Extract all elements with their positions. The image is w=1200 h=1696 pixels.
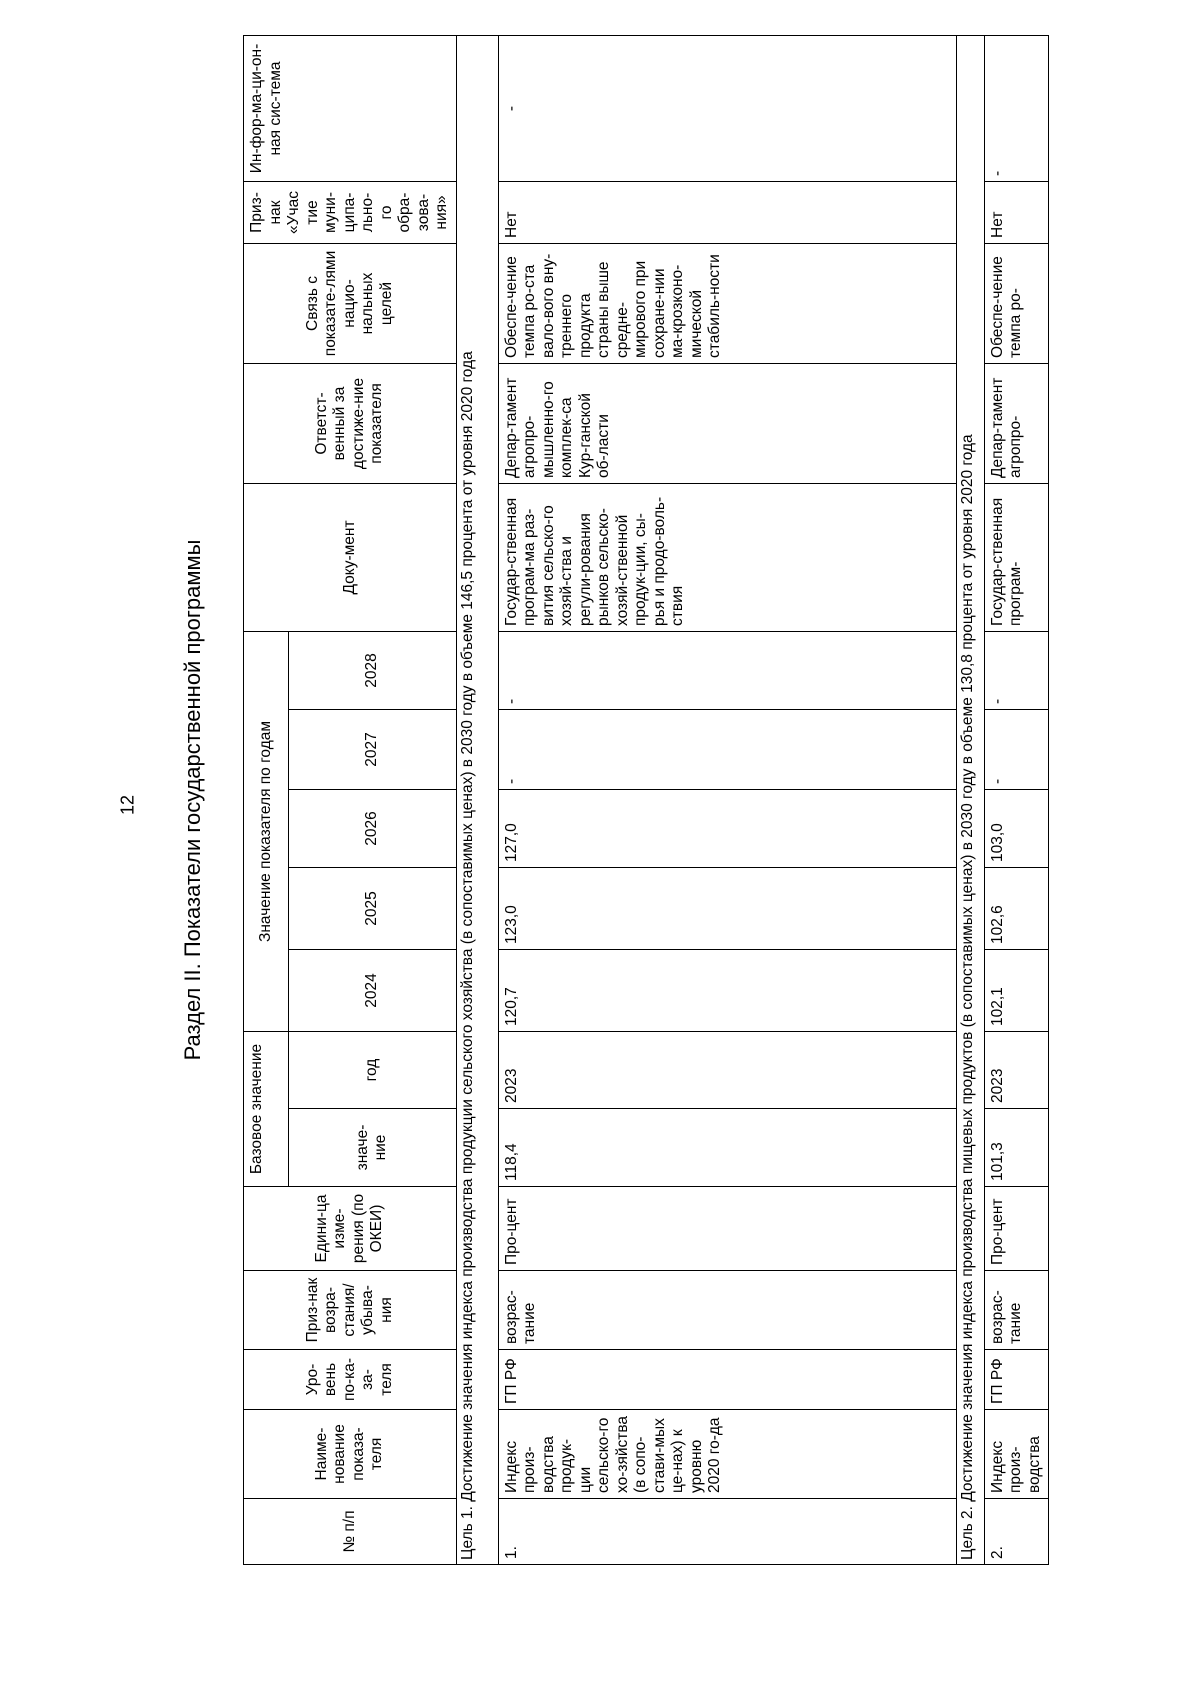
row-level: ГП РФ bbox=[984, 1350, 1049, 1410]
header-name: Наиме-нование показа-теля bbox=[244, 1410, 457, 1499]
header-year-2028: 2028 bbox=[288, 631, 456, 709]
table-row bbox=[984, 35, 1049, 1564]
section-title: Раздел II. Показатели государственной программы bbox=[180, 539, 205, 1061]
row-base-year: 2023 bbox=[984, 1031, 1049, 1108]
row-value-2028: - bbox=[498, 631, 956, 709]
row-municipal: Нет bbox=[498, 181, 956, 243]
header-unit: Едини-ца изме-рения (по ОКЕИ) bbox=[244, 1187, 457, 1271]
goal-2-title: Цель 2. Достижение значения индекса производства пищевых продуктов (в сопоставимых ценах) в 2030 году в объеме 130,8 процента от уровня 2020 года bbox=[956, 35, 984, 1564]
row-link: Обеспе-чение темпа ро- bbox=[984, 243, 1049, 363]
row-value-2026: 127,0 bbox=[498, 789, 956, 867]
header-num: № п/п bbox=[244, 1499, 457, 1565]
header-municipal: Приз-нак «Учас тие муни-ципа-льно-го обра-зова-ния» bbox=[244, 181, 457, 243]
row-value-2026: 103,0 bbox=[984, 789, 1049, 867]
row-level: ГП РФ bbox=[498, 1350, 956, 1410]
row-value-2027: - bbox=[498, 709, 956, 789]
row-base-value: 118,4 bbox=[498, 1109, 956, 1187]
row-resp: Депар-тамент агропро- bbox=[984, 363, 1049, 483]
row-sign: возрас-тание bbox=[498, 1271, 956, 1350]
row-base-year: 2023 bbox=[498, 1031, 956, 1108]
header-base-value: значе-ние bbox=[288, 1109, 456, 1187]
header-base: Базовое значение bbox=[244, 1031, 289, 1186]
row-name: Индекс произ-водства bbox=[984, 1410, 1049, 1499]
row-value-2024: 120,7 bbox=[498, 949, 956, 1031]
row-link: Обеспе-чение темпа ро-ста вало-вого вну-треннего продукта страны выше средне-мирового при сохране-нии ма-крозконо-мической стабиль-ности bbox=[498, 243, 956, 363]
row-infosys: - bbox=[498, 35, 956, 181]
header-doc: Доку-мент bbox=[244, 483, 457, 631]
header-resp: Ответст-венный за достиже-ние показателя bbox=[244, 363, 457, 483]
header-sign: Приз-нак возра-стания/ убыва-ния bbox=[244, 1271, 457, 1350]
header-link: Связь с показате-лями нацио-нальных целей bbox=[244, 243, 457, 363]
row-name: Индекс произ-водства продук-ции сельско-го хо-зяйства (в сопо-стави-мых це-нах) к уровню 2020 го-да bbox=[498, 1410, 956, 1499]
row-value-2027: - bbox=[984, 709, 1049, 789]
indicators-table-container bbox=[243, 43, 1073, 1565]
row-value-2024: 102,1 bbox=[984, 949, 1049, 1031]
header-level: Уро-вень по-ка-за-теля bbox=[244, 1350, 457, 1410]
row-num: 1. bbox=[498, 1499, 956, 1565]
header-infosys: Ин-фор-ма-ци-он-ная сис-тема bbox=[244, 35, 457, 181]
row-num: 2. bbox=[984, 1499, 1049, 1565]
row-municipal: Нет bbox=[984, 181, 1049, 243]
row-doc: Государ-ственная програм- bbox=[984, 483, 1049, 631]
indicators-table bbox=[243, 35, 1049, 1565]
header-year-2024: 2024 bbox=[288, 949, 456, 1031]
row-base-value: 101,3 bbox=[984, 1109, 1049, 1187]
row-value-2025: 123,0 bbox=[498, 867, 956, 949]
table-row bbox=[498, 35, 956, 1564]
goal-1-title: Цель 1. Достижение значения индекса производства продукции сельского хозяйства (в сопоставимых ценах) в 2030 году в объеме 146,5 процента от уровня 2020 года bbox=[456, 35, 498, 1564]
header-year-2027: 2027 bbox=[288, 709, 456, 789]
row-value-2025: 102,6 bbox=[984, 867, 1049, 949]
row-unit: Про-цент bbox=[498, 1187, 956, 1271]
row-doc: Государ-ственная програм-ма раз-вития сельско-го хозяй-ства и регули-рования рынков сельско-хозяй-ственной продук-ции, сы-рья и продо-воль-ствия bbox=[498, 483, 956, 631]
header-year-2025: 2025 bbox=[288, 867, 456, 949]
row-infosys: - bbox=[984, 35, 1049, 181]
row-value-2028: - bbox=[984, 631, 1049, 709]
page-number: 12 bbox=[117, 794, 138, 816]
header-year-2026: 2026 bbox=[288, 789, 456, 867]
header-base-year: год bbox=[288, 1031, 456, 1108]
row-resp: Депар-тамент агропро-мышленно-го комплек-са Кур-ганской об-ласти bbox=[498, 363, 956, 483]
row-sign: возрас-тание bbox=[984, 1271, 1049, 1350]
row-unit: Про-цент bbox=[984, 1187, 1049, 1271]
header-years: Значение показателя по годам bbox=[244, 631, 289, 1031]
